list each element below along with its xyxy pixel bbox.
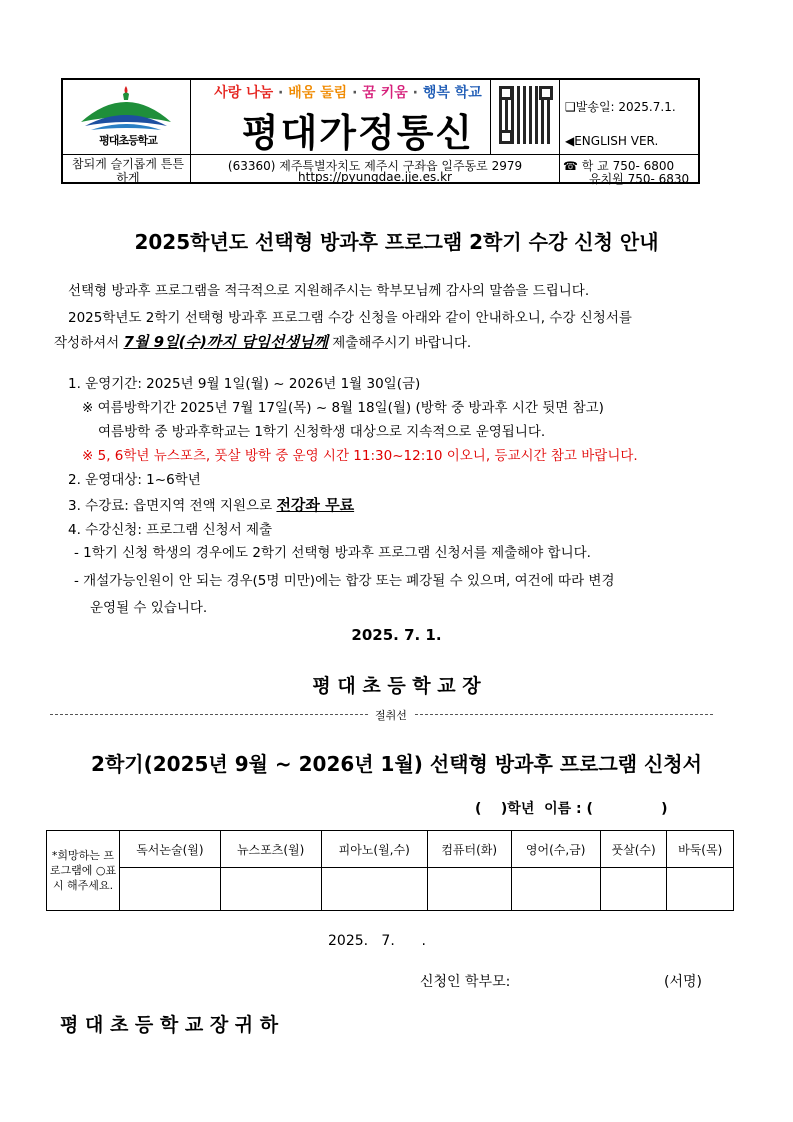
slogan-item: 배움 둘림: [288, 85, 348, 101]
slogan-item: 사랑 나눔: [214, 85, 274, 101]
table-row-header: *희망하는 프로그램에 ○표시 해주세요.: [47, 831, 120, 911]
item-3: [68, 494, 354, 517]
signature-field[interactable]: (서명): [664, 974, 702, 990]
notice-para1: 선택형 방과후 프로그램을 적극적으로 지원해주시는 학부모님께 감사의 말씀을 드립니다.: [68, 283, 590, 299]
application-title: 2학기(2025년 9월 ~ 2026년 1월) 선택형 방과후 프로그램 신청서: [91, 752, 702, 776]
principal-signature: 평 대 초 등 학 교 장: [312, 675, 481, 697]
program-name: 영어(수,금): [511, 831, 600, 868]
school-logo-text: 평대초등학교: [99, 134, 157, 147]
newsletter-header: [61, 78, 700, 184]
grade-name-field[interactable]: ( )학년 이름 : ( ): [475, 801, 668, 817]
program-name: 독서논술(월): [120, 831, 221, 868]
issue-date: ❑발송일: 2025.7.1.: [565, 100, 676, 114]
applicant-label: 신청인 학부모:: [420, 974, 511, 990]
qr-code-icon[interactable]: [499, 86, 553, 144]
free-label: 전강좌 무료: [276, 496, 355, 514]
item-3-text: 3. 수강료: 읍면지역 전액 지원으로: [68, 498, 273, 514]
program-select-cell[interactable]: [511, 868, 600, 911]
slogan-item: 꿈 키움: [362, 85, 408, 101]
para2-post: 제출해주시기 바랍니다.: [332, 335, 472, 351]
item-2: 2. 운영대상: 1~6학년: [68, 472, 201, 488]
program-select-cell[interactable]: [120, 868, 221, 911]
school-motto: 참되게 슬기롭게 튼튼하게: [72, 157, 184, 185]
item-4-b1: - 개설가능인원이 안 되는 경우(5명 미만)에는 합강 또는 폐강될 수 있으며, 여건에 따라 변경: [74, 573, 615, 589]
cut-line-label: 절취선: [369, 707, 413, 723]
program-table: [46, 830, 734, 911]
item-1-note-3: ※ 5, 6학년 뉴스포츠, 풋살 방학 중 운영 시간 11:30~12:10 이오니, 등교시간 참고 바랍니다.: [82, 448, 638, 464]
notice-date: 2025. 7. 1.: [351, 626, 442, 644]
program-select-cell[interactable]: [321, 868, 427, 911]
notice-para2-line1: 2025학년도 2학기 선택형 방과후 프로그램 수강 신청을 아래와 같이 안내하오니, 수강 신청서를: [68, 310, 632, 326]
program-name: 바둑(목): [667, 831, 734, 868]
phone-school: ☎ 학 교 750- 6800: [563, 159, 675, 173]
slogan: 사랑 나눔 · 배움 둘림 · 꿈 키움 · 행복 학교: [214, 85, 482, 101]
item-4: 4. 수강신청: 프로그램 신청서 제출: [68, 522, 273, 538]
item-1-note-2: 여름방학 중 방과후학교는 1학기 신청학생 대상으로 지속적으로 운영됩니다.: [98, 424, 546, 440]
phone-kindergarten: 유치원 750- 6830: [589, 172, 690, 186]
program-select-cell[interactable]: [427, 868, 511, 911]
addressee: 평 대 초 등 학 교 장 귀 하: [60, 1014, 279, 1036]
deadline: 7월 9일(수)까지 담임선생님께: [123, 333, 328, 351]
program-select-cell[interactable]: [600, 868, 667, 911]
item-1-note-1: ※ 여름방학기간 2025년 7월 17일(목) ~ 8월 18일(월) (방학 중 방과후 시간 뒷면 참고): [82, 400, 604, 416]
program-select-cell[interactable]: [667, 868, 734, 911]
program-name: 뉴스포츠(월): [220, 831, 321, 868]
school-website[interactable]: https://pyungdae.jje.es.kr: [298, 170, 452, 184]
program-select-cell[interactable]: [220, 868, 321, 911]
notice-title: 2025학년도 선택형 방과후 프로그램 2학기 수강 신청 안내: [134, 230, 659, 254]
program-name: 컴퓨터(화): [427, 831, 511, 868]
program-name: 풋살(수): [600, 831, 667, 868]
english-version-link[interactable]: ◀ENGLISH VER.: [565, 134, 659, 148]
school-address: (63360) 제주특별자치도 제주시 구좌읍 일주동로 2979: [227, 159, 523, 173]
newsletter-title: 평대가정통신: [241, 111, 475, 155]
item-4-a: - 1학기 신청 학생의 경우에도 2학기 선택형 방과후 프로그램 신청서를 제출해야 합니다.: [74, 545, 591, 561]
para2-pre: 작성하셔서: [54, 335, 120, 351]
program-name: 피아노(월,수): [321, 831, 427, 868]
item-1: 1. 운영기간: 2025년 9월 1일(월) ~ 2026년 1월 30일(금): [68, 376, 421, 392]
item-4-b2: 운영될 수 있습니다.: [90, 600, 208, 616]
application-date[interactable]: 2025. 7. .: [328, 933, 426, 949]
slogan-item: 행복 학교: [422, 85, 482, 101]
notice-para2-line2: [54, 331, 471, 354]
